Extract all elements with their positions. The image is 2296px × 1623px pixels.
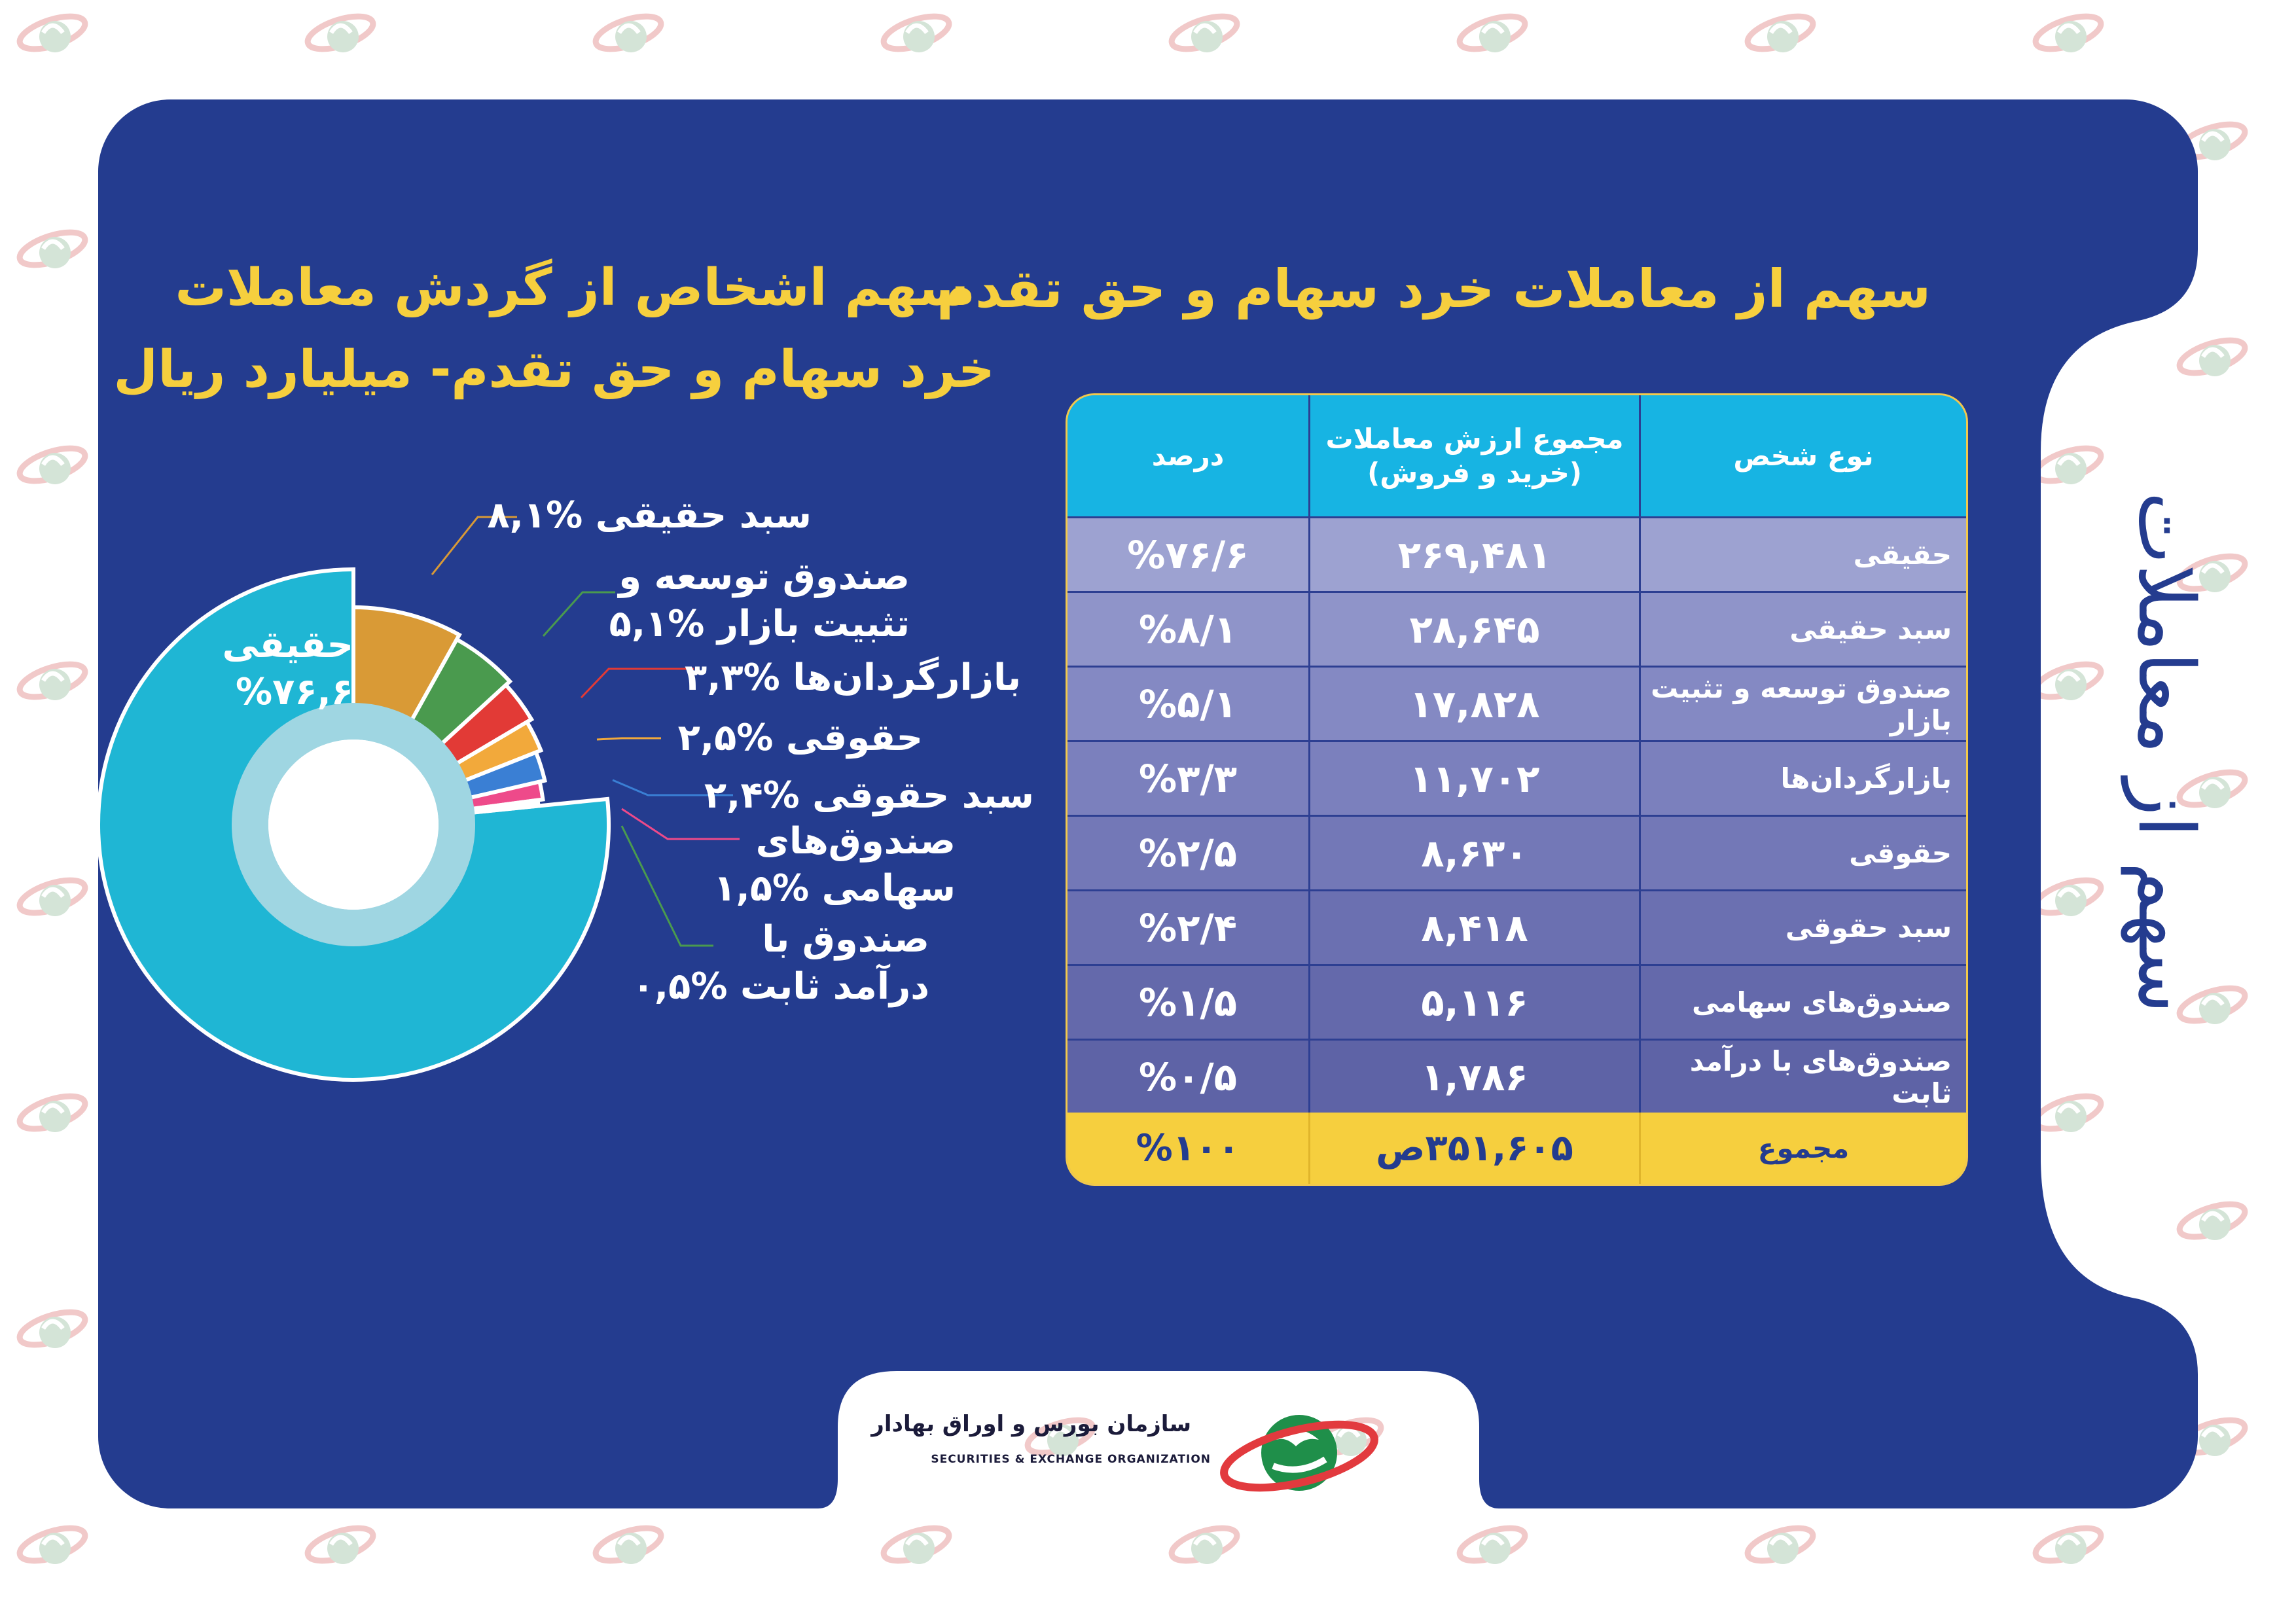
cell-value-text: ۱۷,۸۲۸ [1409, 681, 1540, 726]
side-title: سهم از معاملات [2121, 491, 2212, 1014]
label-sabad-haghighi [487, 492, 812, 539]
label-bazargardan [685, 654, 1021, 702]
cell-percent-text: %۰/۵ [1138, 1054, 1238, 1099]
side-title-container [2101, 393, 2232, 1113]
cell-type [1639, 518, 1966, 591]
label-haghighi [222, 622, 353, 716]
leader-line-bazargardan [581, 669, 694, 698]
label-sabad-hoghoghi-text: سبد حقوقی %۲,۴ [704, 774, 1034, 817]
cell-value [1308, 1041, 1639, 1113]
label-sandogh-sabet [632, 916, 929, 1010]
label-hoghoghi-text: حقوقی %۲,۵ [677, 717, 923, 759]
total-value [1308, 1113, 1639, 1184]
cell-value [1308, 742, 1639, 815]
header-percent-text: درصد [1151, 440, 1225, 472]
cell-percent-text: %۷۶/۶ [1127, 532, 1249, 577]
label-sandogh-sabet-line1: صندوق با [762, 918, 929, 961]
cell-percent [1067, 668, 1308, 740]
cell-percent [1067, 817, 1308, 889]
cell-type [1639, 742, 1966, 815]
cell-value-text: ۸,۶۳۰ [1421, 830, 1528, 876]
label-sandogh-sahami-line2: سهامی %۱,۵ [713, 867, 956, 910]
logo [864, 1400, 1420, 1499]
label-sandogh-sahami [713, 818, 956, 912]
cell-type-text: صندوق‌های سهامی [1692, 986, 1952, 1018]
cell-value-text: ۲۸,۶۴۵ [1409, 607, 1540, 652]
label-sandogh-sahami-line1: صندوق‌های [755, 820, 956, 863]
label-sandogh-tosee-line1: صندوق توسعه و [619, 556, 910, 598]
cell-value [1308, 668, 1639, 740]
cell-percent-text: %۳/۳ [1138, 756, 1238, 801]
cell-value-text: ۸,۴۱۸ [1421, 905, 1528, 950]
cell-value-text: ۲۶۹,۴۸۱ [1397, 532, 1552, 577]
cell-type [1639, 817, 1966, 889]
cell-percent-text: %۲/۵ [1138, 830, 1238, 876]
cell-percent [1067, 891, 1308, 964]
cell-value [1308, 817, 1639, 889]
table-row [1067, 1039, 1966, 1113]
chart-title-line2: خرد سهام و حق تقدم- میلیارد ریال [113, 340, 995, 399]
header-value-line1: مجموع ارزش معاملات [1325, 422, 1624, 455]
cell-percent [1067, 742, 1308, 815]
leader-line-sandogh-tosee [543, 592, 615, 636]
cell-type [1639, 891, 1966, 964]
cell-type-text: حقوقی [1849, 837, 1952, 869]
cell-value [1308, 593, 1639, 666]
label-hoghoghi [674, 715, 923, 762]
leader-line-hoghoghi [597, 738, 661, 740]
table-row [1067, 516, 1966, 591]
cell-value-text: ۵,۱۱۶ [1421, 980, 1528, 1025]
cell-percent [1067, 966, 1308, 1039]
total-percent [1067, 1113, 1308, 1184]
header-percent [1067, 395, 1308, 516]
cell-type-text: سبد حقوقی [1785, 912, 1952, 944]
header-type [1639, 395, 1966, 516]
cell-value-text: ۱۱,۷۰۲ [1409, 756, 1540, 801]
chart-title-line1: سهم اشخاص از گردش معاملات [175, 259, 969, 317]
table-row [1067, 591, 1966, 666]
header-value [1308, 395, 1639, 516]
cell-value [1308, 966, 1639, 1039]
cell-percent [1067, 593, 1308, 666]
header-value-line2: (خرید و فروش) [1367, 456, 1582, 489]
cell-percent [1067, 518, 1308, 591]
cell-percent-text: %۱/۵ [1138, 980, 1238, 1025]
cell-percent-text: %۲/۴ [1138, 905, 1238, 950]
data-table [1066, 393, 1968, 1186]
table-row [1067, 740, 1966, 815]
total-value-text: ۳۵۱,۶۰۵ص [1376, 1127, 1573, 1169]
cell-type-text: حقیقی [1853, 539, 1952, 571]
label-sabad-hoghoghi [704, 772, 1034, 819]
cell-value-text: ۱,۷۸۶ [1421, 1054, 1528, 1099]
total-type-text: مجموع [1757, 1132, 1850, 1164]
sec-logo-icon [1217, 1400, 1381, 1499]
table-title: سهم از معاملات خرد سهام و حق تقدم [937, 259, 1931, 319]
table-row [1067, 964, 1966, 1039]
label-sandogh-sabet-line2: درآمد ثابت %۰,۵ [632, 965, 929, 1008]
table-row [1067, 889, 1966, 964]
total-type [1639, 1113, 1966, 1184]
cell-type-text: صندوق‌های با درآمد ثابت [1689, 1044, 1952, 1109]
label-bazargardan-text: بازارگردان‌ها %۳,۳ [685, 656, 1021, 699]
table-row [1067, 666, 1966, 740]
table-header [1067, 395, 1966, 516]
table-row [1067, 815, 1966, 889]
total-percent-text: %۱۰۰ [1136, 1127, 1240, 1169]
label-haghighi-name: حقیقی [222, 624, 353, 666]
label-sandogh-tosee-line2: تثبیت بازار %۵,۱ [609, 603, 910, 645]
table-total-row [1067, 1113, 1966, 1184]
cell-type-text: سبد حقیقی [1789, 613, 1952, 645]
label-sabad-haghighi-text: سبد حقیقی %۸,۱ [487, 494, 812, 537]
header-type-text: نوع شخص [1733, 440, 1874, 472]
cell-percent-text: %۵/۱ [1138, 681, 1238, 726]
cell-type [1639, 966, 1966, 1039]
cell-type-text: بازارگردان‌ها [1780, 762, 1952, 794]
cell-percent-text: %۸/۱ [1138, 607, 1238, 652]
logo-text-fa: سازمان بورس و اوراق بهادار [871, 1411, 1191, 1437]
cell-value [1308, 891, 1639, 964]
cell-percent [1067, 1041, 1308, 1113]
cell-type-text: صندوق توسعه و تثبیت بازار [1651, 671, 1952, 736]
cell-type [1639, 668, 1966, 740]
cell-type [1639, 593, 1966, 666]
logo-text-en: SECURITIES & EXCHANGE ORGANIZATION [931, 1453, 1211, 1466]
cell-value [1308, 518, 1639, 591]
label-haghighi-value: %۷۶,۶ [236, 671, 353, 713]
cell-type [1639, 1041, 1966, 1113]
label-sandogh-tosee [609, 554, 910, 648]
